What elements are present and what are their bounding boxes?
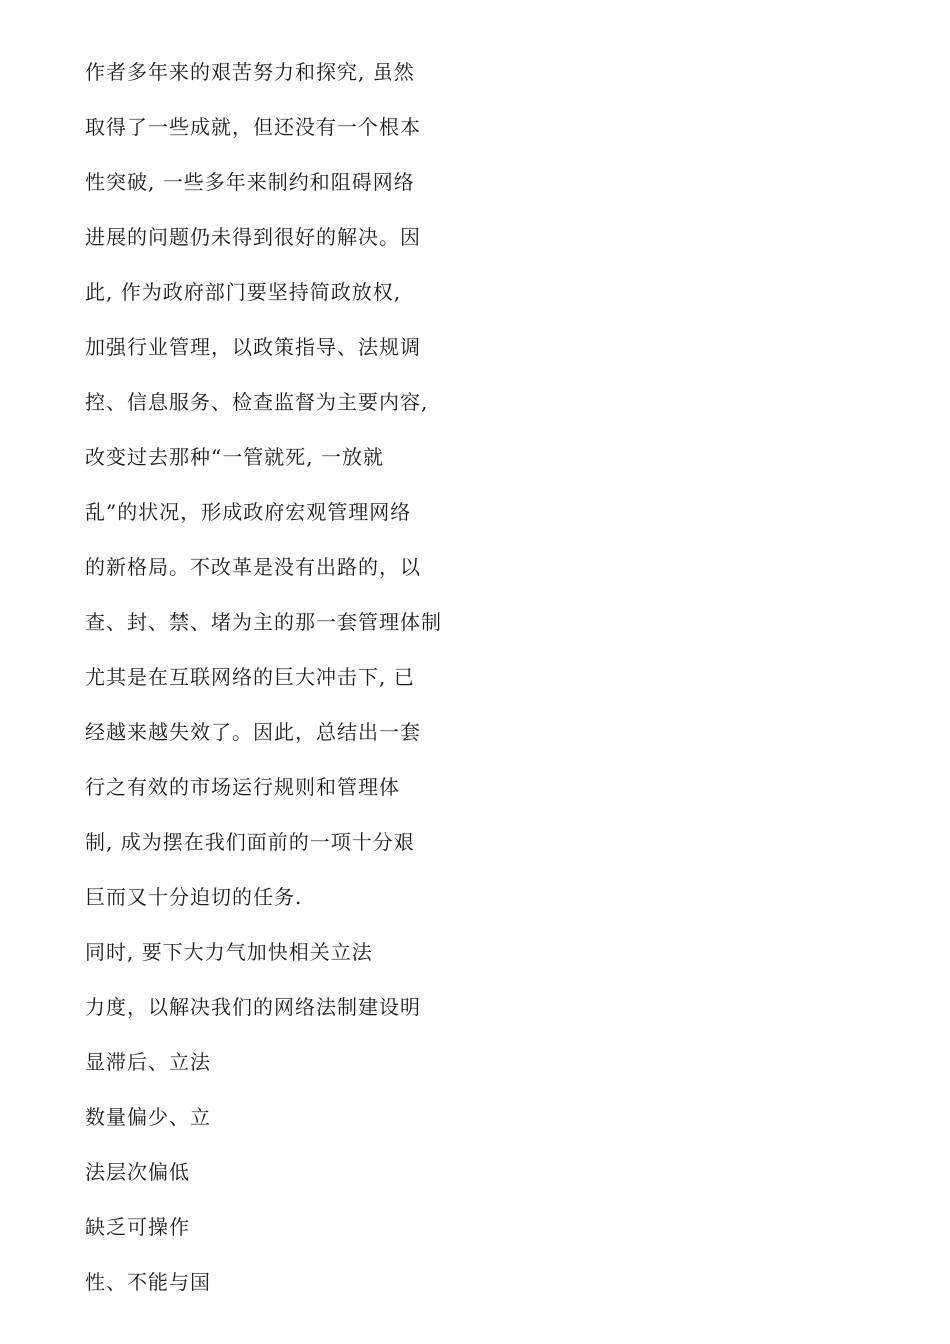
text-line: 缺乏可操作 [85, 1215, 190, 1239]
text-line: 性突破, 一些多年来制约和阻碍网络 [85, 170, 415, 194]
text-line: 进展的问题仍未得到很好的解决。因 [85, 225, 421, 249]
text-line: 加强行业管理，以政策指导、法规调 [85, 335, 421, 359]
text-line: 制, 成为摆在我们面前的一项十分艰 [85, 830, 415, 854]
text-line: 法层次偏低 [85, 1160, 190, 1184]
text-line: 控、信息服务、检查监督为主要内容, [85, 390, 429, 414]
text-line: 行之有效的市场运行规则和管理体 [85, 775, 400, 799]
text-line: 性、不能与国 [85, 1270, 211, 1294]
text-line: 改变过去那种“一管就死, 一放就 [85, 445, 384, 469]
text-line: 此, 作为政府部门要坚持简政放权, [85, 280, 402, 304]
text-line: 乱”的状况，形成政府宏观管理网络 [85, 500, 412, 524]
text-line: 力度，以解决我们的网络法制建设明 [85, 995, 421, 1019]
text-line: 查、封、禁、堵为主的那一套管理体制 [85, 610, 442, 634]
text-line: 数量偏少、立 [85, 1105, 211, 1129]
text-line: 显滞后、立法 [85, 1050, 211, 1074]
body-text [85, 52, 485, 1317]
text-line: 作者多年来的艰苦努力和探究, 虽然 [85, 60, 415, 84]
text-line: 的新格局。不改革是没有出路的，以 [85, 555, 421, 579]
text-line: 巨而又十分迫切的任务. [85, 885, 303, 909]
text-line: 经越来越失效了。因此，总结出一套 [85, 720, 421, 744]
text-line: 尤其是在互联网络的巨大冲击下, 已 [85, 665, 415, 689]
text-line: 同时, 要下大力气加快相关立法 [85, 940, 373, 964]
text-line: 取得了一些成就，但还没有一个根本 [85, 115, 421, 139]
